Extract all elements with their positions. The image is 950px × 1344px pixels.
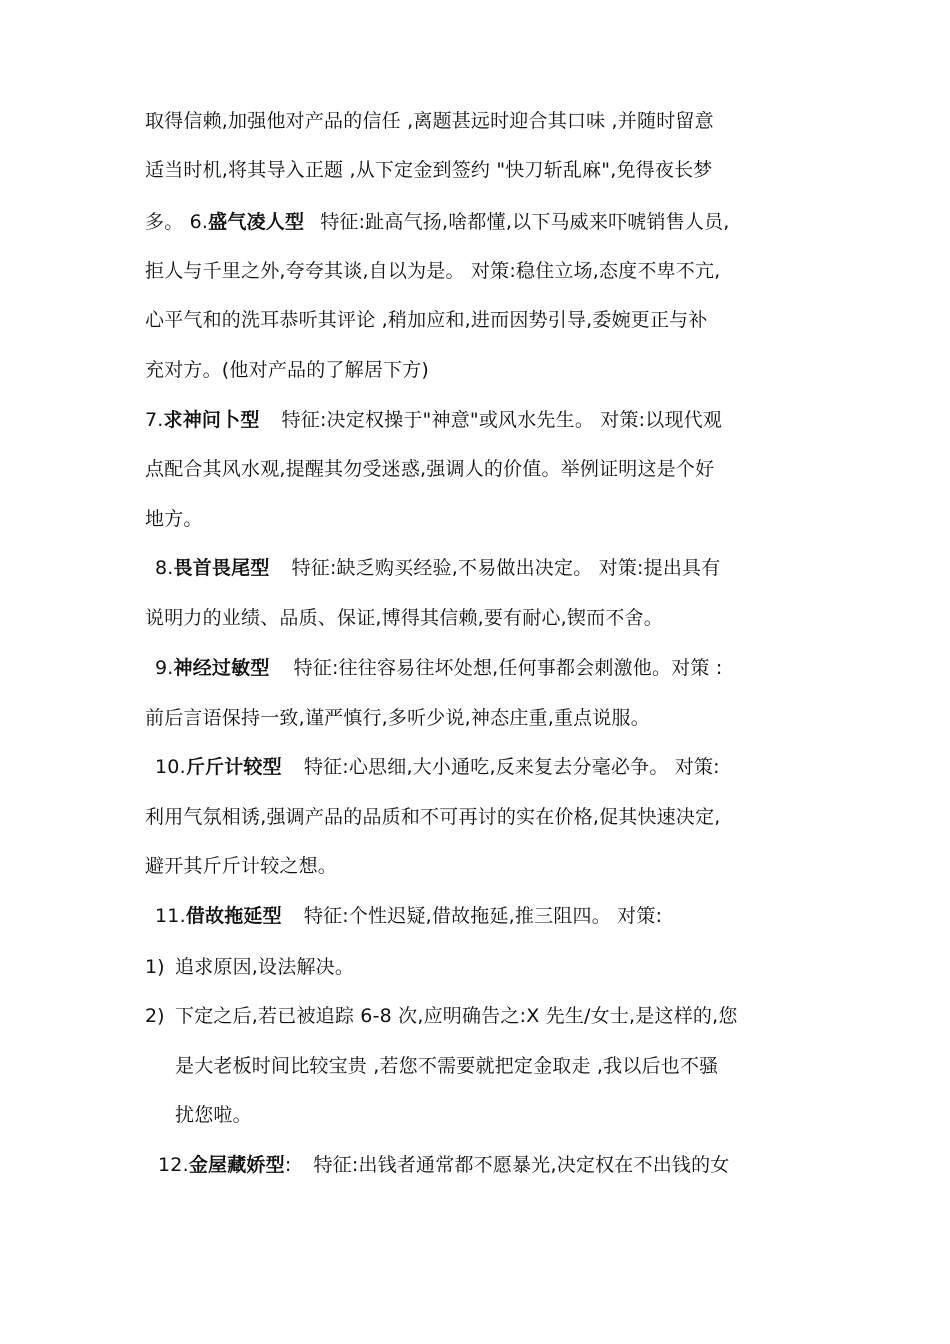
text-line: 点配合其风水观,提醒其勿受迷惑,强调人的价值。举例证明这是个好 [145,458,715,480]
text-fragment: 8. [155,557,174,579]
text-line [155,754,820,780]
list-item: 下定之后,若已被追踪 6-8 次,应明确告之:X 先生/女士,是这样的,您 [175,1005,738,1027]
section-title: 盛气凌人型 [208,211,305,233]
section-title: 求神问卜型 [163,409,260,431]
text-fragment: 多。 6. [145,211,209,233]
text-line: 利用气氛相诱,强调产品的品质和不可再讨的实在价格,促其快速决定, [145,806,721,828]
text-line [145,407,810,433]
text-line: 适当时机,将其导入正题 ,从下定金到签约 "快刀斩乱麻",免得夜长梦 [145,159,713,181]
text-line: 避开其斤斤计较之想。 [145,855,338,877]
text-fragment: 特征:出钱者通常都不愿暴光,决定权在不出钱的女 [313,1154,730,1176]
text-line [145,209,810,235]
text-fragment: 特征:趾高气扬,啥都懂,以下马威来吓唬销售人员, [320,211,730,233]
text-fragment: 特征:个性迟疑,借故拖延,推三阻四。 对策: [303,905,663,927]
list-number: 1) [145,956,165,978]
text-fragment: 特征:心思细,大小通吃,反来复去分毫必争。 对策: [303,756,720,778]
text-line: 拒人与千里之外,夸夸其谈,自以为是。 对策:稳住立场,态度不卑不亢, [145,260,721,282]
text-line: 充对方。(他对产品的了解居下方) [145,359,430,381]
text-line: 取得信赖,加强他对产品的信任 ,离题甚远时迎合其口味 ,并随时留意 [145,110,714,132]
section-title: 畏首畏尾型 [173,557,270,579]
section-title: 斤斤计较型 [185,756,282,778]
text-line [155,555,820,581]
list-number: 2) [145,1005,165,1027]
text-fragment: 10. [155,756,186,778]
text-line [155,655,820,681]
text-fragment: : [284,1154,292,1176]
text-fragment: 12. [158,1154,189,1176]
text-fragment: 特征:决定权操于"神意"或风水先生。 对策:以现代观 [281,409,723,431]
text-line [155,903,820,929]
text-fragment: 9. [155,657,174,679]
text-line: 是大老板时间比较宝贵 ,若您不需要就把定金取走 ,我以后也不骚 [175,1055,719,1077]
section-title: 神经过敏型 [173,657,270,679]
text-line [158,1152,823,1178]
text-fragment: 7. [145,409,164,431]
text-line: 扰您啦。 [175,1104,252,1126]
text-fragment: 特征:缺乏购买经验,不易做出决定。 对策:提出具有 [291,557,721,579]
text-line: 前后言语保持一致,谨严慎行,多听少说,神态庄重,重点说服。 [145,707,650,729]
section-title: 借故拖延型 [185,905,282,927]
list-item: 追求原因,设法解决。 [175,956,355,978]
text-fragment: 特征:往往容易往坏处想,任何事都会刺激他。对策 : [293,657,723,679]
text-line: 说明力的业绩、品质、保证,博得其信赖,要有耐心,锲而不舍。 [145,607,663,629]
text-line: 心平气和的洗耳恭听其评论 ,稍加应和,进而因势引导,委婉更正与补 [145,309,708,331]
text-fragment: 11. [155,905,186,927]
section-title: 金屋藏娇型 [188,1154,285,1176]
text-line: 地方。 [145,508,203,530]
